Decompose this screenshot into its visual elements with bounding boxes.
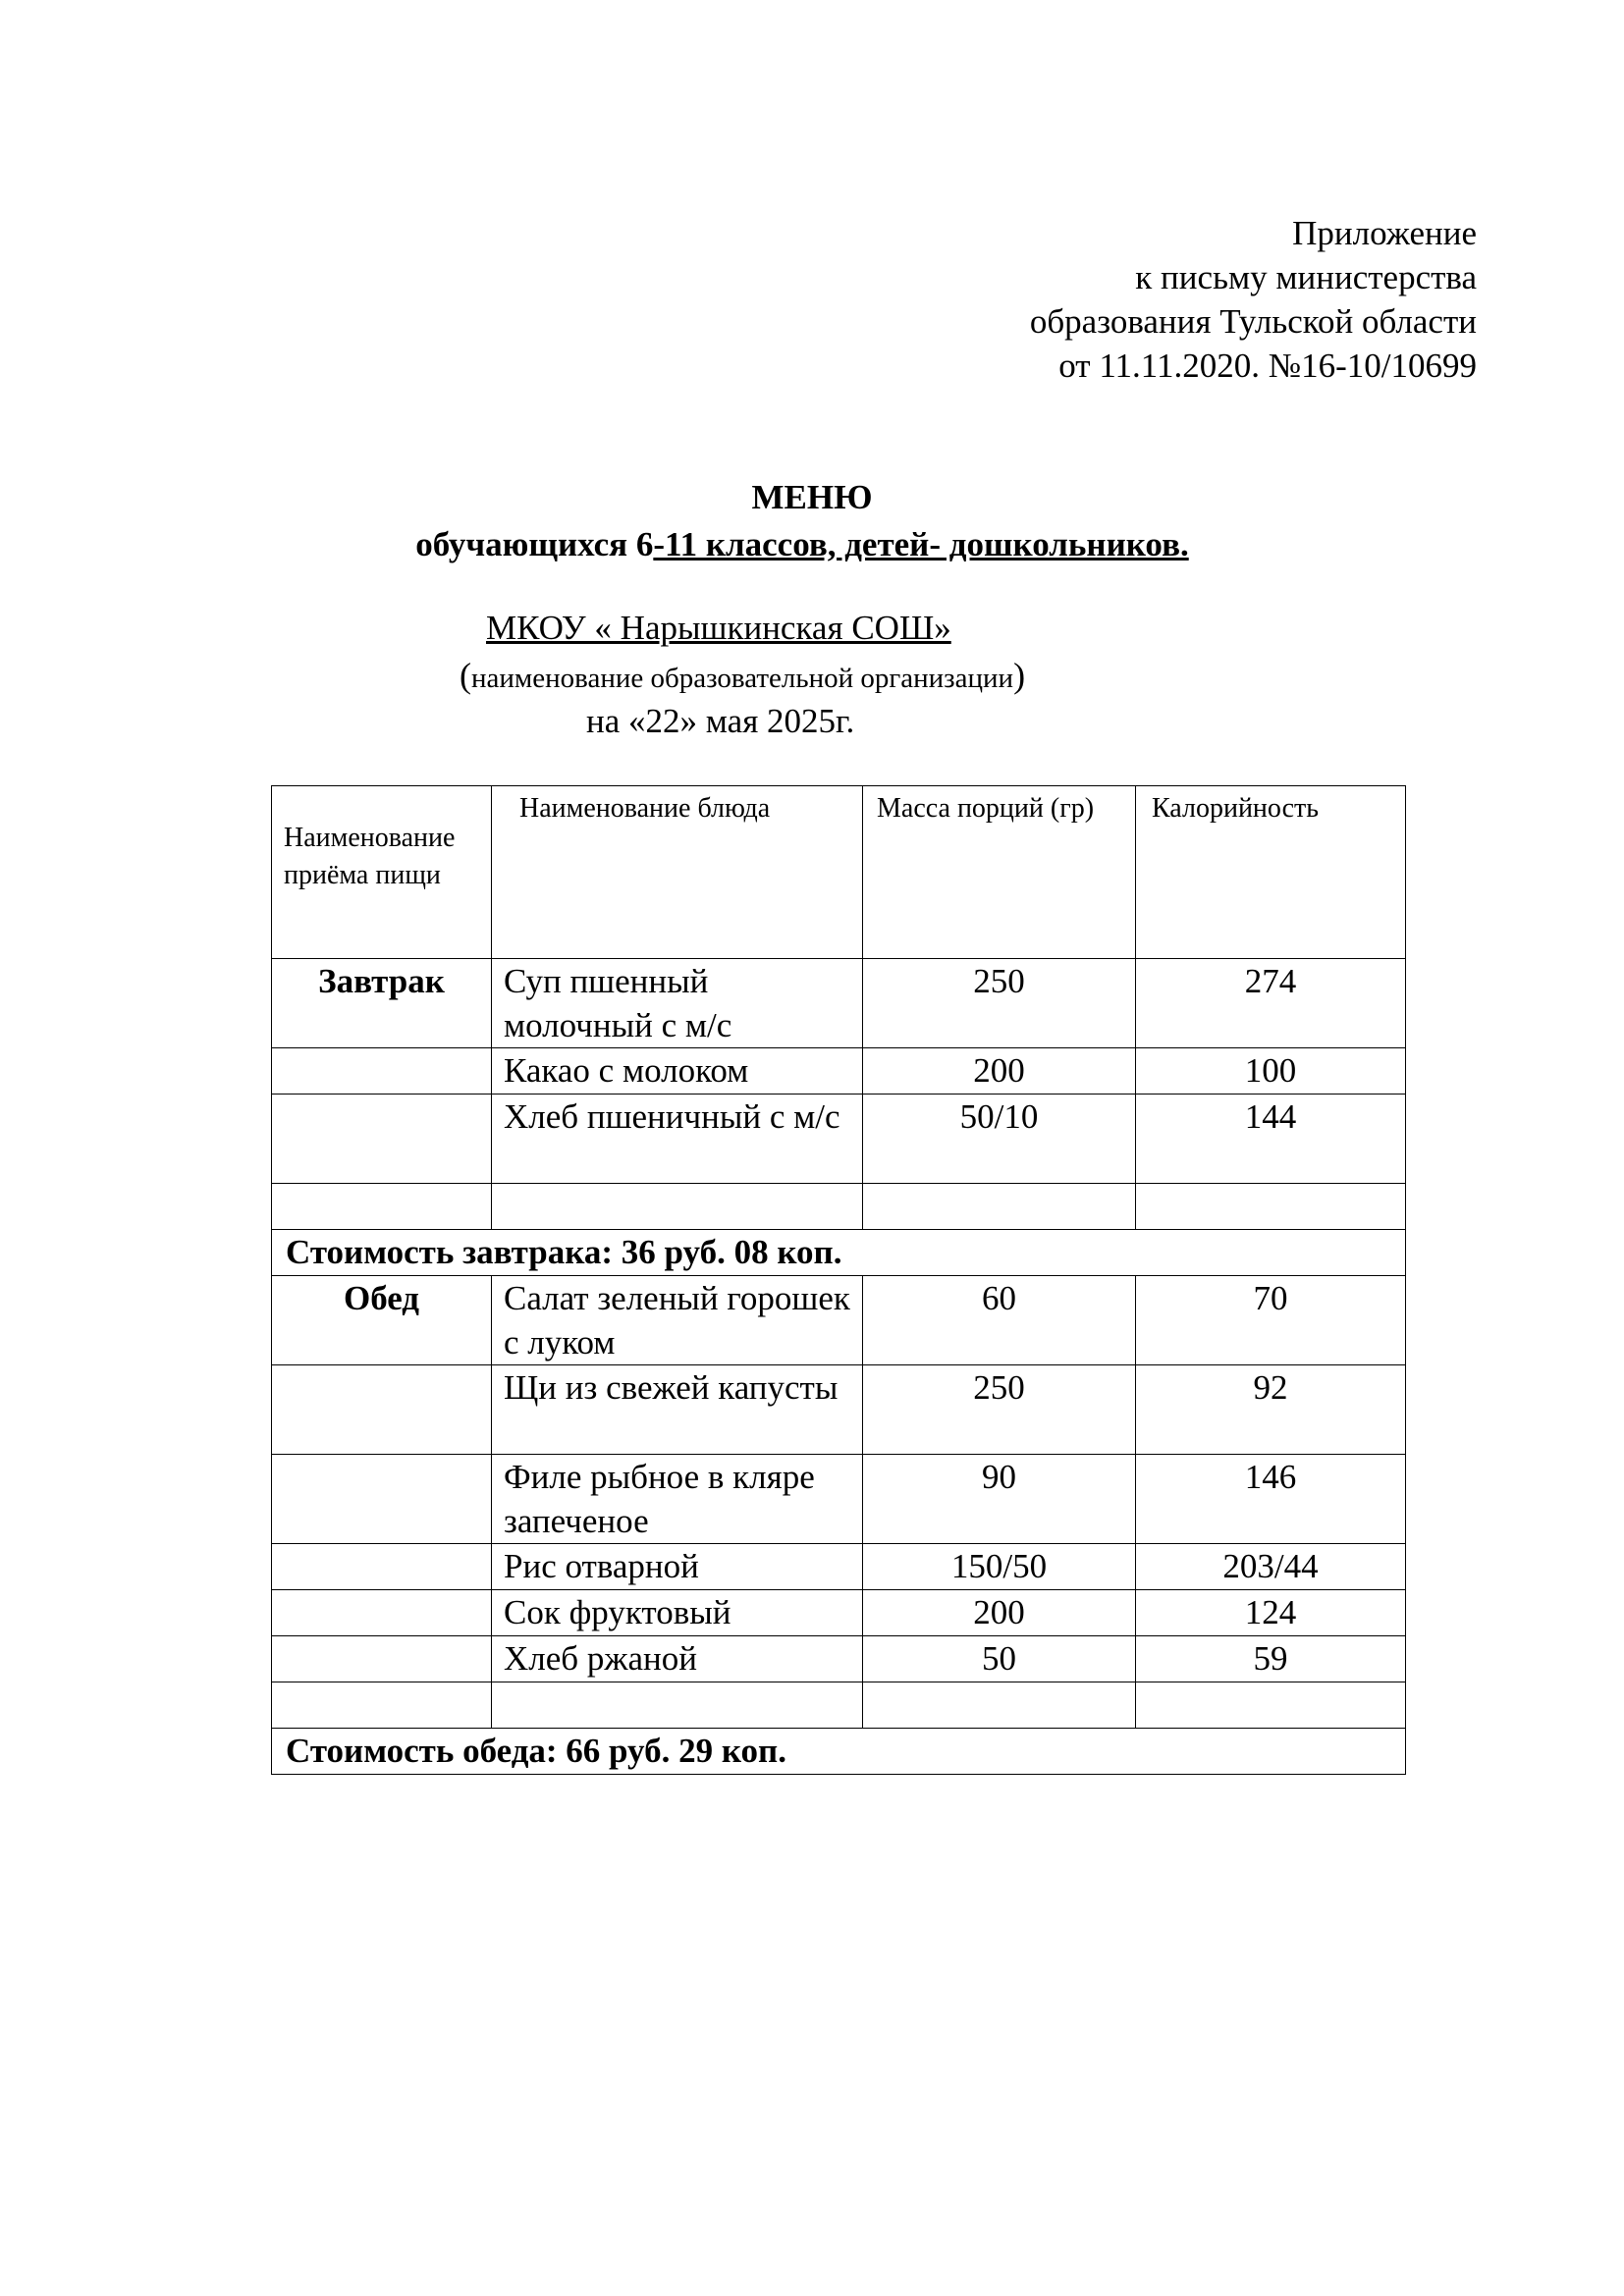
meal-label-breakfast: Завтрак xyxy=(272,959,492,1048)
meal-cell-empty xyxy=(272,1095,492,1184)
table-row xyxy=(272,1048,1406,1095)
header-meal: Наименование приёма пищи xyxy=(272,786,492,959)
dish-calories: 146 xyxy=(1136,1455,1406,1544)
dish-name: Сок фруктовый xyxy=(492,1590,863,1636)
document-subtitle xyxy=(0,521,1614,568)
dish-name: Щи из свежей капусты xyxy=(492,1365,863,1455)
table-row xyxy=(272,959,1406,1048)
dish-name: Филе рыбное в кляре запеченое xyxy=(492,1455,863,1544)
dish-calories: 144 xyxy=(1136,1095,1406,1184)
dish-name: Какао с молоком xyxy=(492,1048,863,1095)
header-dish: Наименование блюда xyxy=(492,786,863,959)
dish-mass: 200 xyxy=(863,1590,1136,1636)
organization-caption xyxy=(460,656,1025,698)
table-row xyxy=(272,1636,1406,1682)
meal-cell-empty xyxy=(272,1590,492,1636)
lunch-cost: Стоимость обеда: 66 руб. 29 коп. xyxy=(272,1729,1406,1775)
table-row xyxy=(272,1095,1406,1184)
appendix-line-4: от 11.11.2020. №16-10/10699 xyxy=(1058,347,1477,385)
appendix-line-2: к письму министерства xyxy=(1135,258,1477,296)
dish-mass: 200 xyxy=(863,1048,1136,1095)
caption-text: наименование образовательной организации xyxy=(471,663,1014,694)
table-row xyxy=(272,1276,1406,1365)
dish-mass: 50 xyxy=(863,1636,1136,1682)
meal-cell-empty xyxy=(272,1365,492,1455)
appendix-line-1: Приложение xyxy=(1292,214,1477,252)
menu-date: на «22» мая 2025г. xyxy=(586,702,855,740)
table-header-row xyxy=(272,786,1406,959)
meal-cell-empty xyxy=(272,1455,492,1544)
document-title: МЕНЮ xyxy=(751,478,873,516)
dish-calories: 124 xyxy=(1136,1590,1406,1636)
table-row-empty xyxy=(272,1184,1406,1230)
dish-name: Хлеб пшеничный с м/с xyxy=(492,1095,863,1184)
dish-calories: 92 xyxy=(1136,1365,1406,1455)
dish-mass: 50/10 xyxy=(863,1095,1136,1184)
subtitle-part-2: -11 классов, детей- дошкольников. xyxy=(653,525,1189,563)
meal-cell-empty xyxy=(272,1048,492,1095)
dish-mass: 60 xyxy=(863,1276,1136,1365)
dish-mass: 150/50 xyxy=(863,1544,1136,1590)
appendix-header xyxy=(1030,211,1477,388)
breakfast-cost: Стоимость завтрака: 36 руб. 08 коп. xyxy=(272,1230,1406,1276)
subtitle-part-1: обучающихся 6 xyxy=(415,525,654,563)
dish-calories: 70 xyxy=(1136,1276,1406,1365)
caption-open-paren: ( xyxy=(460,656,471,695)
lunch-cost-row xyxy=(272,1729,1406,1775)
table-row xyxy=(272,1365,1406,1455)
breakfast-cost-row xyxy=(272,1230,1406,1276)
caption-close-paren: ) xyxy=(1013,656,1026,695)
header-mass: Масса порций (гр) xyxy=(863,786,1136,959)
dish-calories: 59 xyxy=(1136,1636,1406,1682)
table-row xyxy=(272,1590,1406,1636)
dish-name: Хлеб ржаной xyxy=(492,1636,863,1682)
dish-mass: 90 xyxy=(863,1455,1136,1544)
dish-calories: 100 xyxy=(1136,1048,1406,1095)
dish-mass: 250 xyxy=(863,959,1136,1048)
dish-mass: 250 xyxy=(863,1365,1136,1455)
dish-name: Суп пшенный молочный с м/с xyxy=(492,959,863,1048)
dish-calories: 203/44 xyxy=(1136,1544,1406,1590)
dish-name: Рис отварной xyxy=(492,1544,863,1590)
table-row xyxy=(272,1544,1406,1590)
dish-calories: 274 xyxy=(1136,959,1406,1048)
meal-cell-empty xyxy=(272,1636,492,1682)
dish-name: Салат зеленый горошек с луком xyxy=(492,1276,863,1365)
meal-cell-empty xyxy=(272,1544,492,1590)
menu-table xyxy=(271,785,1406,1775)
table-row-empty xyxy=(272,1682,1406,1729)
table-row xyxy=(272,1455,1406,1544)
meal-label-lunch: Обед xyxy=(272,1276,492,1365)
header-calories: Калорийность xyxy=(1136,786,1406,959)
document-title-block xyxy=(0,474,1624,568)
organization-name: МКОУ « Нарышкинская СОШ» xyxy=(486,609,951,647)
appendix-line-3: образования Тульской области xyxy=(1029,302,1477,341)
